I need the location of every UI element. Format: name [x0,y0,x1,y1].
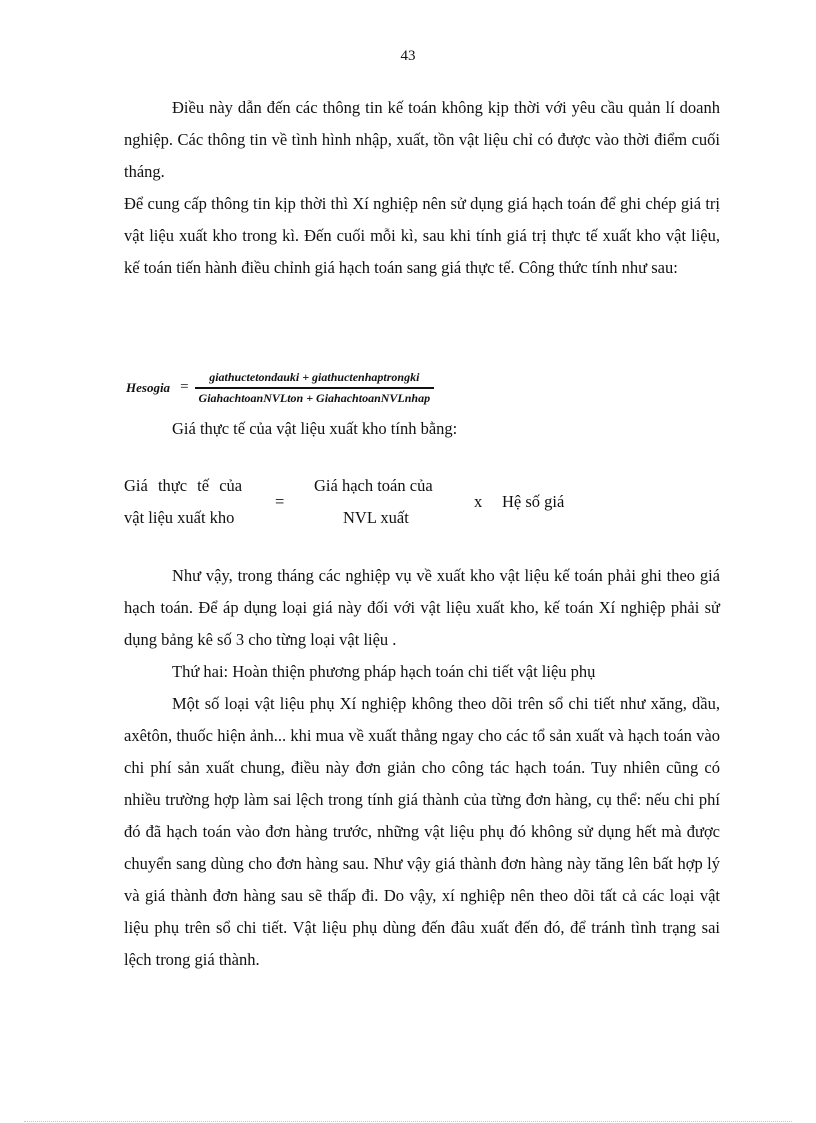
page-number: 43 [400,48,416,64]
formula-denominator: GiahachtoanNVLton + GiahachtoanNVLnhap [198,390,431,405]
equation-middle-line2: NVL xuất [343,508,409,527]
formula-lhs: Hesogia [126,379,171,395]
paragraph-actual-price-intro: Giá thực tế của vật liệu xuất kho tính bằng: [172,419,458,438]
section-heading-auxiliary-materials: Thứ hai: Hoàn thiện phương pháp hạch toán chi tiết vật liệu phụ [172,662,596,681]
equation-right: Hệ số giá [502,492,565,511]
paragraph-info-delay: Điều này dẫn đến các thông tin kế toán không kịp thời với yêu cầu quản lí doanh nghiệp. Các thông tin về tình hình nhập, xuất, tồn vật liệu chỉ có được vào thời điểm cuối tháng. [124,98,720,181]
formula-numerator: giathuctetondauki + giathuctenhaptrongki [209,370,420,384]
equation-left-line1: Giá thực tế của [124,476,243,495]
formula-equals: = [180,379,189,396]
equation-middle-line1: Giá hạch toán của [314,476,433,495]
page-bottom-border [24,1121,792,1122]
paragraph-accounting-price: Để cung cấp thông tin kịp thời thì Xí nghiệp nên sử dụng giá hạch toán để ghi chép giá trị vật liệu xuất kho trong kì. Đến cuối mỗi kì, sau khi tính giá trị thực tế xuất kho vật liệu, kế toán tiến hành điều chỉnh giá hạch toán sang giá thực tế. Công thức tính như sau: [124,194,720,277]
equation-times: x [474,492,483,511]
paragraph-monthly-accounting: Như vậy, trong tháng các nghiệp vụ về xuất kho vật liệu kế toán phải ghi theo giá hạch toán. Để áp dụng loại giá này đối với vật liệu xuất kho, kế toán Xí nghiệp phải sử dụng bảng kê số 3 cho từng loại vật liệu . [124,566,720,649]
equation-equals: = [275,492,285,511]
price-coefficient-formula [126,370,434,406]
equation-left-line2: vật liệu xuất kho [124,508,235,527]
paragraph-auxiliary-materials: Một số loại vật liệu phụ Xí nghiệp không theo dõi trên sổ chi tiết như xăng, dầu, axêtôn, thuốc hiện ảnh... khi mua về xuất thẳng ngay cho các tổ sản xuất và hạch toán vào chi phí sản xuất chung, điều này đơn giản cho công tác hạch toán. Tuy nhiên cũng có nhiều trường hợp làm sai lệch trong tính giá thành của từng đơn hàng, cụ thể: nếu chi phí đó đã hạch toán vào đơn hàng trước, những vật liệu phụ đó không sử dụng hết mà được chuyển sang dùng cho đơn hàng sau. Như vậy giá thành đơn hàng này tăng lên bất hợp lý và giá thành đơn hàng sau sẽ thấp đi. Do vậy, xí nghiệp nên theo dõi tất cả các loại vật liệu phụ trên sổ chi tiết. Vật liệu phụ dùng đến đâu xuất đến đó, để tránh tình trạng sai lệch trong giá thành. [124,694,720,969]
formula-fraction [195,370,435,406]
